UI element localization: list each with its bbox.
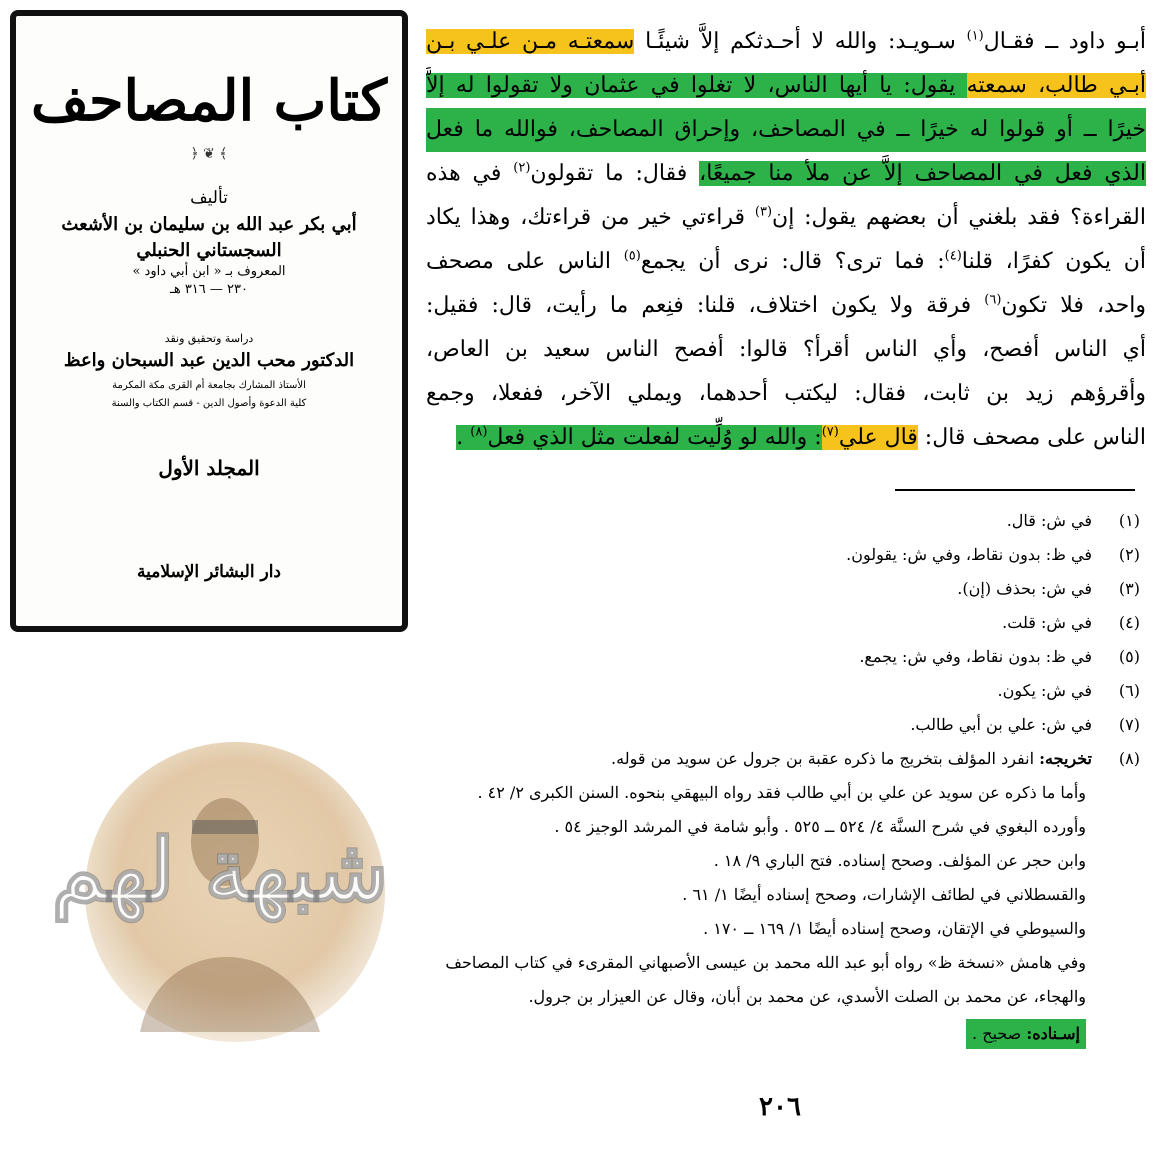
- footnote-text: في ش: قلت.: [1002, 613, 1092, 632]
- footnote-text: في ظ: بدون نقاط، وفي ش: يجمع.: [859, 647, 1092, 666]
- footnote-text: في ش: قال.: [1006, 511, 1092, 530]
- main-text: [426, 20, 1146, 460]
- footnote-number: (٥): [1118, 647, 1140, 666]
- takhrij-line: وأورده البغوي في شرح السنَّة ٤/ ٥٢٤ ــ ٥٢٥ . وأبو شامة في المرشد الوجيز ٥٤ .: [554, 817, 1086, 836]
- takhrij-line: والسيوطي في الإتقان، وصحح إسناده أيضًا ١/ ١٦٩ ــ ١٧٠ .: [703, 919, 1086, 938]
- footnote-text: في ش: يكون.: [997, 681, 1092, 700]
- isnad-line: [430, 1014, 1140, 1054]
- takhrij-line: والهجاء، عن محمد بن الصلت الأسدي، عن محمد بن أبان، وقال عن العيزار بن جرول.: [528, 987, 1086, 1006]
- cover-author: أبي بكر عبد الله بن سليمان بن الأشعث السجستاني الحنبلي: [61, 214, 357, 261]
- cover-author-label: تأليف: [190, 188, 228, 208]
- cover-publisher: دار البشائر الإسلامية: [137, 562, 281, 582]
- text-line-3: خيرًا ــ أو قولوا له خيرًا ــ في المصاحف، وإحراق المصاحف، فوالله ما فعل: [426, 108, 1146, 152]
- footnote-number: (٨): [1118, 749, 1140, 768]
- takhrij-label: تخريجه:: [1039, 749, 1092, 768]
- text-line-9: وأقرؤهم زيد بن ثابت، فقال: ليكتب أحدهما، ويملي الآخر، ففعلا، وجمع: [426, 381, 1146, 406]
- text-run: واحد، فلا تكون: [1001, 293, 1146, 318]
- page-number: ٢٠٦: [759, 1092, 801, 1122]
- text-run: : والله لو وُلِّيت لفعلت مثل الذي فعل: [487, 425, 822, 450]
- footnote-2: [430, 538, 1140, 572]
- footnote-ref: (٤): [944, 248, 962, 264]
- takhrij-line: وأما ما ذكره عن سويد عن علي بن أبي طالب فقد رواه البيهقي بنحوه. السنن الكبرى ٢/ ٤٢ .: [477, 783, 1086, 802]
- footnotes: [430, 504, 1140, 1054]
- footnote-ref: (٧): [821, 424, 839, 440]
- text-run: في هذه: [426, 161, 514, 186]
- footnote-ref: (٢): [513, 160, 531, 176]
- isnad-value: صحيح .: [972, 1024, 1027, 1043]
- text-run: قال علي: [838, 425, 918, 450]
- footnote-7: [430, 708, 1140, 742]
- footnote-text: في ش: بحذف (إن).: [957, 579, 1092, 598]
- text-line-2: [426, 64, 1146, 108]
- highlight-green: يقول: يا أيها الناس، لا تغلوا في عثمان ولا تقولوا له إلاَّ: [426, 73, 967, 98]
- text-line-5: [426, 196, 1146, 240]
- footnote-text: في ش: علي بن أبي طالب.: [910, 715, 1092, 734]
- footnote-3: [430, 572, 1140, 606]
- text-line-8: أي الناس أفصح، وأي الناس أقرأ؟ قالوا: أفصح الناس سعيد بن العاص،: [426, 337, 1146, 362]
- highlight-green: الذي فعل في المصاحف إلاَّ عن ملأ منا جميعًا،: [699, 161, 1146, 186]
- text-run: فرقة ولا يكون اختلاف، قلنا: فنِعم ما رأيت، قال: فقيل:: [426, 293, 985, 318]
- footnote-ref: (٨): [470, 424, 488, 440]
- cover-flourish: ﴾ ❦ ﴿: [190, 146, 228, 162]
- text-run: سـويـد: والله لا أحـدثكم إلاَّ شيئًـا: [634, 29, 967, 54]
- highlight-green: [456, 425, 821, 450]
- cover-volume: المجلد الأول: [158, 456, 260, 480]
- footnote-ref: (٦): [984, 292, 1002, 308]
- watermark-text: شبهة لهم: [51, 820, 389, 921]
- footnote-text: في ظ: بدون نقاط، وفي ش: يقولون.: [846, 545, 1092, 564]
- isnad-highlight: [966, 1019, 1086, 1049]
- footnote-divider: [895, 489, 1135, 491]
- footnote-ref: (٣): [754, 204, 773, 220]
- cover-editor: الدكتور محب الدين عبد السبحان واعظ: [63, 350, 355, 371]
- footnote-number: (٦): [1118, 681, 1140, 700]
- footnote-4: [430, 606, 1140, 640]
- text-line-7: [426, 284, 1146, 328]
- footnote-number: (١): [1118, 511, 1140, 530]
- footnote-ref: (٥): [623, 248, 641, 264]
- footnote-1: [430, 504, 1140, 538]
- cover-editor-department: كلية الدعوة وأصول الدين - قسم الكتاب والسنة: [111, 398, 307, 409]
- footnote-ref: (١): [966, 28, 984, 44]
- cover-title: كتاب المصاحف: [30, 68, 388, 134]
- book-cover: [10, 10, 408, 632]
- highlight-yellow: سمعته: [966, 73, 1039, 98]
- text-run: الناس على مصحف قال:: [917, 425, 1146, 450]
- text-run: قراءتي خير من قراءتك، وهذا يكاد: [426, 205, 755, 230]
- footnote-text: انفرد المؤلف بتخريج ما ذكره عقبة بن جرول عن سويد من قوله.: [611, 749, 1040, 768]
- text-line-4: [426, 152, 1146, 196]
- footnote-number: (٢): [1118, 545, 1140, 564]
- text-run: : فما ترى؟ قال: نرى أن يجمع: [640, 249, 945, 274]
- highlight-yellow: سمعتـه مـن علـي بـن: [426, 29, 635, 54]
- isnad-label: إسـناده:: [1026, 1024, 1080, 1043]
- cover-years: ٢٣٠ — ٣١٦ هـ: [170, 282, 248, 297]
- takhrij-line: وابن حجر عن المؤلف. وصحح إسناده. فتح الباري ٩/ ١٨ .: [713, 851, 1086, 870]
- highlight-yellow: أبـي طالب،: [1038, 73, 1146, 98]
- takhrij-line: والقسطلاني في لطائف الإشارات، وصحح إسناده أيضًا ١/ ٦١ .: [682, 885, 1086, 904]
- text-run: القراءة؟ فقد بلغني أن بعضهم يقول: إن: [772, 205, 1146, 230]
- text-line-10: [426, 416, 1146, 460]
- text-run: أبـو داود ــ فقـال: [983, 29, 1146, 54]
- text-run: .: [456, 425, 471, 450]
- watermark-logo: [20, 732, 420, 1042]
- text-run: أن يكون كفرًا، قلنا: [961, 249, 1146, 274]
- footnote-8: [430, 742, 1140, 776]
- highlight-yellow: [822, 425, 918, 450]
- cover-editor-title: الأستاذ المشارك بجامعة أم القرى مكة المكرمة: [112, 380, 306, 391]
- text-run: الناس على مصحف: [426, 249, 624, 274]
- cover-known-as: المعروف بـ « ابن أبي داود »: [132, 264, 286, 279]
- footnote-5: [430, 640, 1140, 674]
- text-line-6: [426, 240, 1146, 284]
- footnote-number: (٧): [1118, 715, 1140, 734]
- text-run: فقال: ما تقولون: [530, 161, 700, 186]
- takhrij-line: وفي هامش «نسخة ظ» رواه أبو عبد الله محمد بن عيسى الأصبهاني المقرىء في كتاب المصاحف: [445, 953, 1086, 972]
- cover-study-label: دراسة وتحقيق ونقد: [164, 332, 254, 345]
- footnote-number: (٣): [1118, 579, 1140, 598]
- footnote-6: [430, 674, 1140, 708]
- footnote-number: (٤): [1118, 613, 1140, 632]
- text-line-1: [426, 20, 1146, 64]
